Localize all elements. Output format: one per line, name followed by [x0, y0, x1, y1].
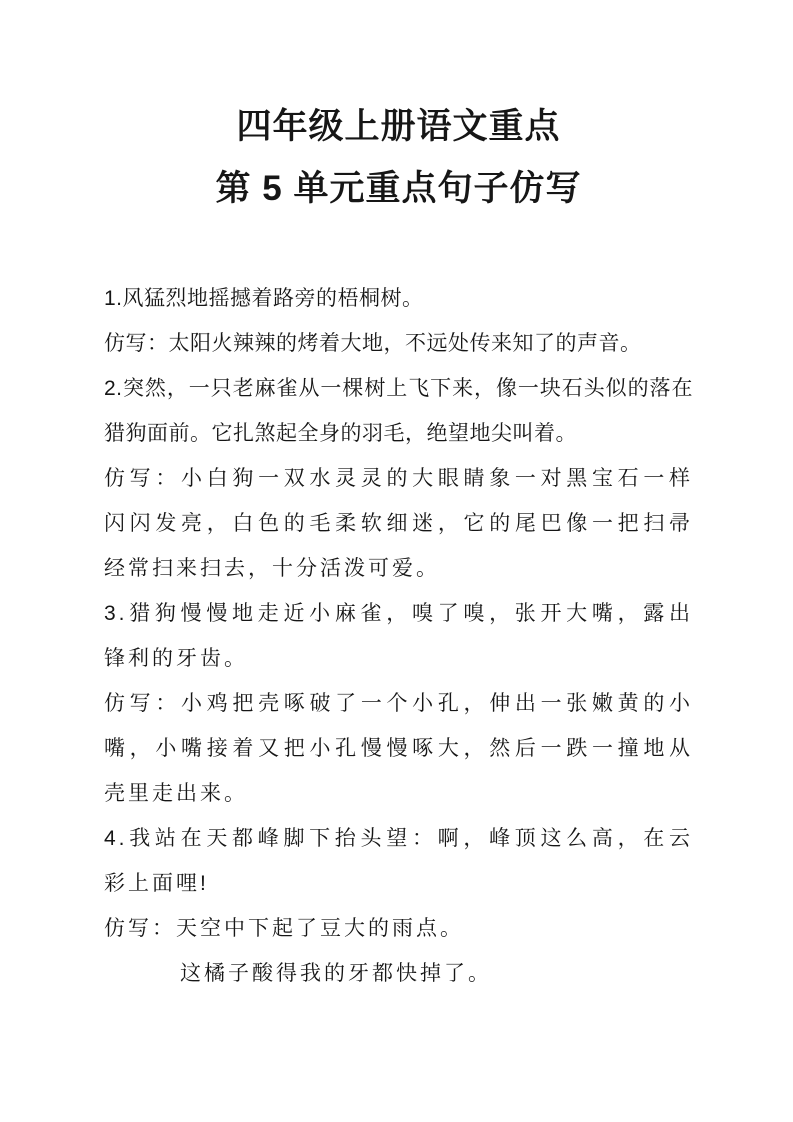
title-block — [104, 96, 693, 220]
text-line: 这橘子酸得我的牙都快掉了。 — [180, 962, 492, 985]
text-line: 3.猎狗慢慢地走近小麻雀，嗅了嗅，张开大嘴，露出 — [104, 602, 693, 625]
body-lines — [104, 276, 693, 996]
text-line: 仿写：天空中下起了豆大的雨点。 — [104, 917, 464, 940]
text-line: 经常扫来扫去，十分活泼可爱。 — [104, 557, 440, 580]
text-line: 嘴，小嘴接着又把小孔慢慢啄大，然后一跌一撞地从 — [104, 737, 693, 760]
text-line: 锋利的牙齿。 — [104, 647, 248, 670]
text-line: 仿写：小鸡把壳啄破了一个小孔，伸出一张嫩黄的小 — [104, 692, 693, 715]
text-line: 猎狗面前。它扎煞起全身的羽毛，绝望地尖叫着。 — [104, 422, 577, 445]
text-line: 4.我站在天都峰脚下抬头望：啊，峰顶这么高，在云 — [104, 827, 693, 850]
text-line: 闪闪发亮，白色的毛柔软细迷，它的尾巴像一把扫帚 — [104, 512, 693, 535]
text-line: 1.风猛烈地摇撼着路旁的梧桐树。 — [104, 287, 424, 310]
text-line: 2.突然，一只老麻雀从一棵树上飞下来，像一块石头似的落在 — [104, 377, 693, 400]
text-line: 彩上面哩! — [104, 872, 209, 895]
text-line: 壳里走出来。 — [104, 782, 248, 805]
text-line: 仿写：太阳火辣辣的烤着大地，不远处传来知了的声音。 — [104, 332, 642, 355]
page-title-line-1: 四年级上册语文重点 — [236, 107, 561, 146]
text-line: 仿写：小白狗一双水灵灵的大眼睛象一对黑宝石一样 — [104, 467, 693, 490]
page-title-line-2: 第 5 单元重点句子仿写 — [215, 169, 582, 208]
